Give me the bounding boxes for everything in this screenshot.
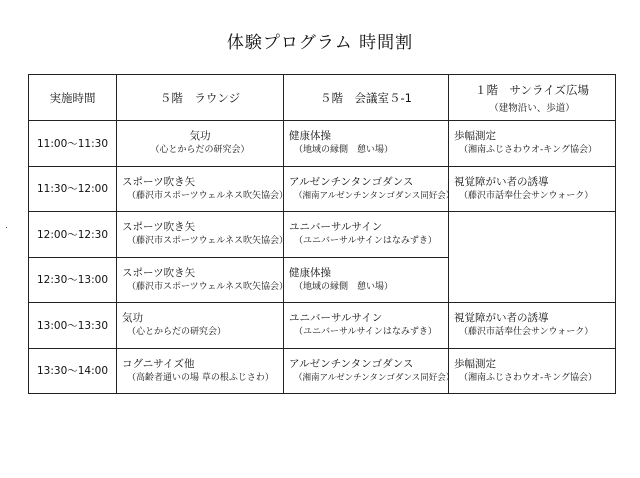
- time-slot: 12:00～12:30: [29, 212, 117, 258]
- program-name: アルゼンチンタンゴダンス: [289, 175, 414, 188]
- program-organizer: （湘南ふじさわウオ-キング協会）: [459, 145, 597, 156]
- table-row: [29, 348, 616, 394]
- program-name: 歩幅測定: [454, 130, 496, 143]
- header-plaza: [449, 75, 616, 121]
- header-conference: ５階 会議室５-1: [284, 75, 449, 121]
- plaza-cell-empty: [449, 212, 616, 303]
- schedule-table: [28, 74, 616, 394]
- program-name: スポーツ吹き矢: [122, 175, 196, 188]
- header-plaza-title: １階 サンライズ広場: [475, 82, 589, 97]
- program-name: 健康体操: [289, 266, 331, 279]
- lounge-cell: [117, 212, 289, 258]
- lounge-cell: [117, 166, 289, 212]
- program-name: 視覚障がい者の誘導: [454, 312, 549, 325]
- program-name: 気功: [189, 130, 211, 143]
- lounge-cell: [117, 121, 284, 167]
- program-organizer: （高齢者通いの場 草の根ふじさわ）: [127, 372, 274, 383]
- conference-cell: [284, 303, 449, 349]
- time-slot: 11:30～12:00: [29, 166, 117, 212]
- plaza-cell: [449, 348, 616, 394]
- program-name: 健康体操: [289, 130, 331, 143]
- plaza-cell: [449, 121, 616, 167]
- program-name: スポーツ吹き矢: [122, 266, 196, 279]
- header-plaza-subtitle: （建物沿い、歩道）: [489, 102, 575, 114]
- program-organizer: （藤沢市スポーツウェルネス吹矢協会）: [127, 236, 289, 247]
- header-row: [29, 75, 616, 121]
- program-organizer: （湘南ふじさわウオ-キング協会）: [459, 372, 597, 383]
- time-slot: 12:30～13:00: [29, 257, 117, 303]
- table-row: [29, 212, 616, 258]
- program-organizer: （地域の縁側 憩い場）: [294, 145, 394, 156]
- plaza-cell: [449, 166, 616, 212]
- program-organizer: （心とからだの研究会）: [150, 145, 250, 156]
- time-slot: 13:30～14:00: [29, 348, 117, 394]
- plaza-cell: [449, 303, 616, 349]
- program-organizer: （藤沢市話奉仕会サンウォーク）: [459, 327, 594, 338]
- program-name: コグニサイズ他: [122, 357, 195, 370]
- stray-mark: [6, 227, 7, 228]
- program-name: アルゼンチンタンゴダンス: [289, 357, 414, 370]
- program-organizer: （藤沢市スポーツウェルネス吹矢協会）: [127, 190, 289, 201]
- lounge-cell: [117, 348, 284, 394]
- header-lounge: ５階 ラウンジ: [117, 75, 284, 121]
- program-name: 気功: [122, 312, 143, 325]
- program-name: 視覚障がい者の誘導: [454, 175, 549, 188]
- program-organizer: （心とからだの研究会）: [127, 327, 227, 338]
- lounge-cell: [117, 257, 289, 303]
- page-title: 体験プログラム 時間割: [226, 33, 414, 53]
- table-row: [29, 166, 616, 212]
- lounge-cell: [117, 303, 284, 349]
- program-organizer: （湘南アルゼンチンタンゴダンス同好会）: [294, 190, 455, 201]
- program-organizer: （ユニバーサルサインはなみずき）: [294, 327, 437, 338]
- program-name: ユニバーサルサイン: [289, 312, 383, 325]
- conference-cell: [284, 166, 455, 212]
- program-name: スポーツ吹き矢: [122, 221, 196, 234]
- program-organizer: （湘南アルゼンチンタンゴダンス同好会）: [294, 372, 455, 383]
- conference-cell: [284, 257, 449, 303]
- program-organizer: （藤沢市スポーツウェルネス吹矢協会）: [127, 281, 289, 292]
- time-slot: 11:00～11:30: [29, 121, 117, 167]
- program-organizer: （ユニバーサルサインはなみずき）: [294, 236, 437, 247]
- program-name: 歩幅測定: [454, 357, 496, 370]
- time-slot: 13:00～13:30: [29, 303, 117, 349]
- conference-cell: [284, 348, 455, 394]
- program-organizer: （地域の縁側 憩い場）: [294, 281, 394, 292]
- program-organizer: （藤沢市話奉仕会サンウォーク）: [459, 190, 594, 201]
- header-time: 実施時間: [29, 75, 117, 121]
- table-row: [29, 303, 616, 349]
- program-name: ユニバーサルサイン: [289, 221, 383, 234]
- conference-cell: [284, 212, 449, 258]
- table-row: [29, 121, 616, 167]
- conference-cell: [284, 121, 449, 167]
